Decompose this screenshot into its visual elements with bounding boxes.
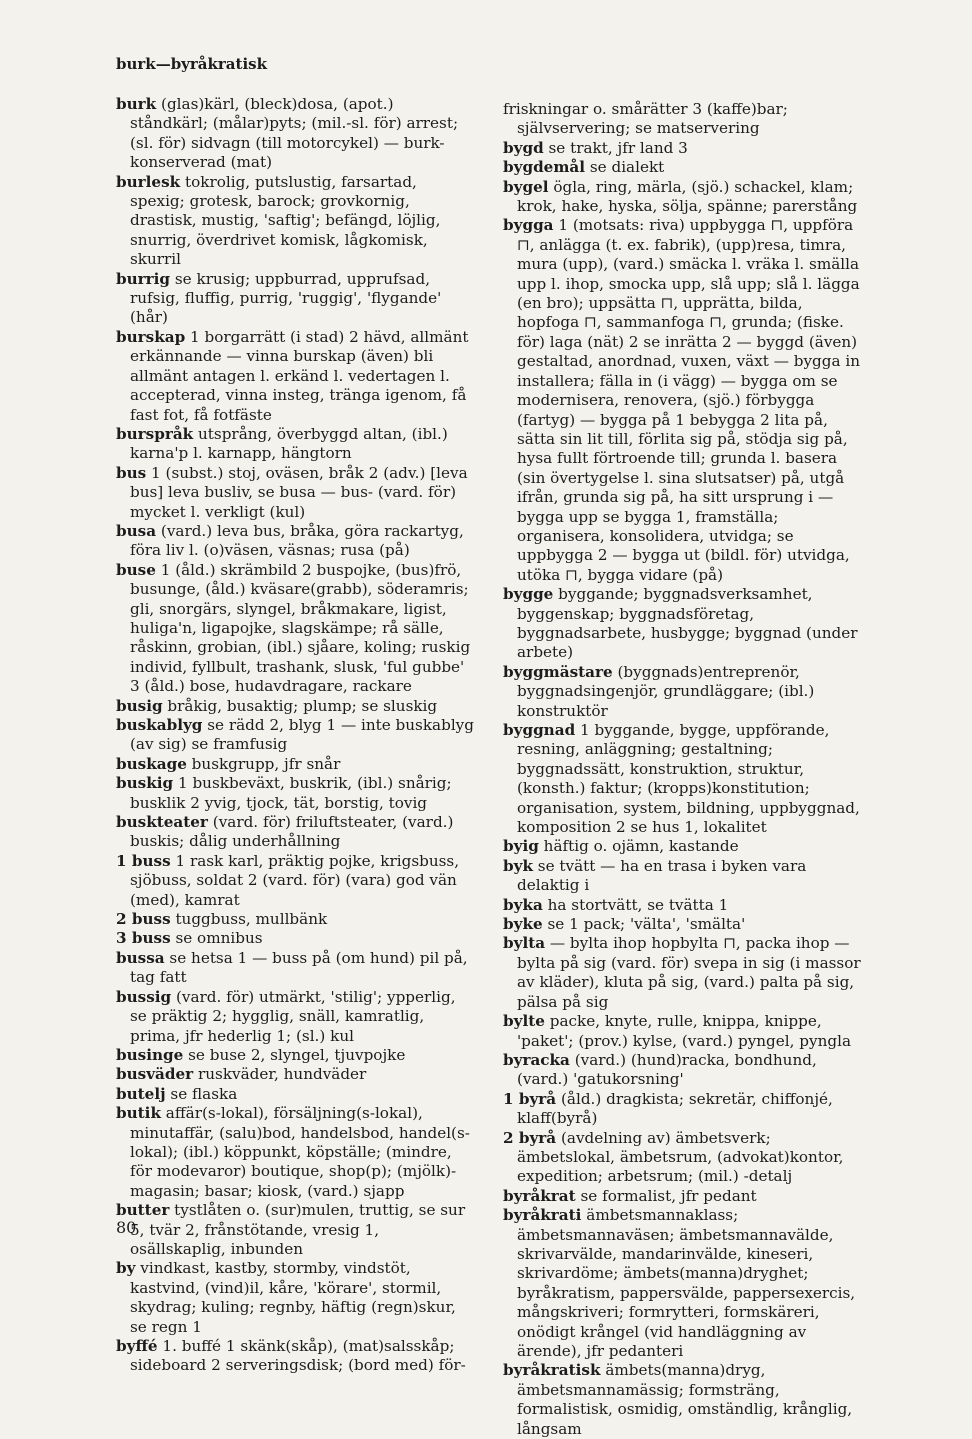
left-column <box>116 95 476 1376</box>
entry-definition: (åld.) dragkista; sekretär, chiffonjé, klaff(byrå) <box>517 1089 833 1128</box>
entry-headword: byig <box>503 837 539 856</box>
entry-headword: buse <box>116 560 156 579</box>
dictionary-entry <box>503 1129 861 1187</box>
entry-headword: buskig <box>116 774 174 793</box>
entry-headword: 2 byrå <box>503 1128 557 1147</box>
entry-definition: häftig o. ojämn, kastande <box>538 837 739 856</box>
entry-definition: 1. buffé 1 skänk(skåp), (mat)salsskåp; sideboard 2 serveringsdisk; (bord med) för- <box>130 1337 466 1375</box>
entry-definition: utsprång, överbyggd altan, (ibl.) karna'p l. karnapp, hängtorn <box>130 424 448 463</box>
dictionary-entry <box>503 857 861 896</box>
entry-headword: byka <box>503 895 543 914</box>
entry-headword: buskage <box>116 754 187 773</box>
entry-definition: se krusig; uppburrad, upprufsad, rufsig, fluffig, purrig, 'ruggig', 'flygande' (hår) <box>130 269 442 327</box>
entry-headword: buskablyg <box>116 716 203 734</box>
dictionary-entry <box>503 934 861 1012</box>
entry-definition: (glas)kärl, (bleck)dosa, (apot.) ståndkärl; (målar)pyts; (mil.-sl. för) arrest; (sl. för) sidvagn (till motorcykel) — burk- konserverad (mat) <box>130 95 459 172</box>
entry-definition: se formalist, jfr pedant <box>575 1186 757 1205</box>
entry-headword: bygdemål <box>503 158 586 177</box>
dictionary-entry <box>503 721 861 837</box>
entry-headword: bylta <box>503 934 546 953</box>
entry-headword: byråkrat <box>503 1186 576 1205</box>
entry-definition: byggande; byggnadsverksamhet, byggenskap; byggnadsföretag, byggnadsarbete, husbygge; byggnad (under arbete) <box>517 585 858 662</box>
dictionary-entry <box>116 1085 476 1104</box>
dictionary-entry <box>503 216 861 585</box>
entry-definition: se omnibus <box>170 929 263 948</box>
entry-headword: byk <box>503 856 533 875</box>
entry-definition: se trakt, jfr land 3 <box>543 138 688 157</box>
dictionary-entry <box>503 915 861 934</box>
entry-definition: tokrolig, putslustig, farsartad, spexig; grotesk, barock; grovkornig, drastisk, mustig, 'saftig'; befängd, löjlig, snurrig, överdrivet komisk, lågkomisk, skurril <box>130 172 441 269</box>
dictionary-entry <box>503 663 861 721</box>
entry-definition: se dialekt <box>585 158 665 177</box>
entry-definition: se buse 2, slyngel, tjuvpojke <box>183 1045 406 1064</box>
page-header: burk—byråkratisk <box>116 55 267 73</box>
entry-definition: 1 borgarrätt (i stad) 2 hävd, allmänt erkännande — vinna burskap (även) bli allmänt antagen l. erkänd l. vedertagen l. accepterad, vinna insteg, tränga igenom, få fast fot, få fotfäste <box>130 327 469 424</box>
entry-headword: butik <box>116 1104 161 1123</box>
dictionary-entry <box>116 464 476 522</box>
entry-definition: 1 buskbeväxt, buskrik, (ibl.) snårig; busklik 2 yvig, tjock, tät, borstig, tovig <box>130 774 452 812</box>
entry-definition: (avdelning av) ämbetsverk; ämbetslokal, ämbetsrum, (advokat)kontor, expedition; arbetsrum; (mil.) -detalj <box>517 1128 844 1186</box>
entry-definition: se hetsa 1 — buss på (om hund) pil på, tag fatt <box>130 948 468 987</box>
entry-headword: bylte <box>503 1012 545 1031</box>
entry-definition: (vard.) (hund)racka, bondhund, (vard.) 'gatukorsning' <box>517 1050 817 1089</box>
dictionary-entry <box>116 813 476 852</box>
entry-headword: bygge <box>503 585 554 604</box>
dictionary-entry <box>116 716 476 755</box>
dictionary-entry <box>116 988 476 1046</box>
dictionary-entry <box>116 910 476 929</box>
dictionary-entry <box>116 1104 476 1201</box>
dictionary-entry <box>503 139 861 158</box>
entry-definition: affär(s-lokal), försäljning(s-lokal), minutaffär, (salu)bod, handelsbod, handel(s-lokal); (ibl.) köppunkt, köpställe; (mindre, för modevaror) boutique, shop(p); (mjölk)-magasin; basar; kiosk, (vard.) sjapp <box>130 1104 470 1200</box>
entry-definition: tuggbuss, mullbänk <box>170 910 328 929</box>
entry-definition: packe, knyte, rulle, knippa, knippe, 'paket'; (prov.) kylse, (vard.) pyngel, pyngla <box>517 1012 851 1050</box>
entry-headword: byke <box>503 915 543 934</box>
entry-definition: se rädd 2, blyg 1 — inte buskablyg (av sig) se framfusig <box>130 716 474 754</box>
dictionary-entry <box>116 522 476 561</box>
entry-definition: 1 (motsats: riva) uppbygga ⊓, uppföra ⊓, anlägga (t. ex. fabrik), (upp)resa, timra, mura (upp), (vard.) smäcka l. vräka l. smälla upp l. ihop, smocka upp, slå upp; slå l. lägga (en bro); uppsätta ⊓, upprätta, bilda, hopfoga ⊓, sammanfoga ⊓, grunda; (fiske. för) laga (nät) 2 se inrätta 2 — byggd (även) gestaltad, anordnad, vuxen, växt — bygga in installera; fälla in (i vägg) — bygga om se modernisera, renovera, (sjö.) förbygga (fartyg) — bygga på 1 bebygga 2 lita på, sätta sin lit till, förlita sig på, stödja sig på, hysa fullt förtroende till; grunda l. basera (sin övertygelse l. sina slutsatser) på, utgå ifrån, grunda sig på, ha sitt ursprung i — bygga upp se bygga 1, framställa; organisera, konsolidera, utvidga; se uppbygga 2 — bygga ut (bildl. för) utvidga, utöka ⊓, bygga vidare (på) <box>517 216 860 584</box>
entry-headword: bussig <box>116 987 172 1006</box>
dictionary-entry <box>503 100 861 139</box>
entry-definition: se flaska <box>165 1084 238 1103</box>
entry-definition: vindkast, kastby, stormby, vindstöt, kastvind, (vind)il, kåre, 'körare', stormil, skydrag; kuling; regnby, häftig (regn)skur, se regn 1 <box>130 1259 456 1336</box>
entry-headword: buskteater <box>116 813 208 832</box>
entry-definition: ruskväder, hundväder <box>193 1065 367 1084</box>
entry-headword: burrig <box>116 269 171 288</box>
right-column <box>503 100 861 1439</box>
dictionary-entry <box>116 270 476 328</box>
dictionary-entry <box>116 95 476 173</box>
entry-headword: busväder <box>116 1065 194 1084</box>
dictionary-entry <box>116 1065 476 1084</box>
dictionary-entry <box>116 425 476 464</box>
entry-headword: byråkratisk <box>503 1361 601 1380</box>
entry-definition: 1 rask karl, präktig pojke, krigsbuss, sjöbuss, soldat 2 (vard. för) (vara) god vän (med), kamrat <box>130 851 460 909</box>
entry-definition: ha stortvätt, se tvätta 1 <box>542 895 729 914</box>
dictionary-entry <box>503 896 861 915</box>
entry-definition: bråkig, busaktig; plump; se sluskig <box>162 696 438 715</box>
entry-definition: tystlåten o. (sur)mulen, truttig, se sur 5, tvär 2, frånstötande, vresig 1, osällskaplig, inbunden <box>130 1201 466 1258</box>
page-number: 80 <box>116 1218 137 1237</box>
entry-headword: 1 byrå <box>503 1089 557 1108</box>
entry-headword: by <box>116 1259 136 1278</box>
entry-definition: se 1 pack; 'välta', 'smälta' <box>542 915 746 934</box>
entry-headword: 2 buss <box>116 910 171 929</box>
dictionary-entry <box>503 158 861 177</box>
dictionary-entry <box>116 929 476 948</box>
dictionary-entry <box>116 852 476 910</box>
entry-definition: (byggnads)entreprenör, byggnadsingenjör, grundläggare; (ibl.) konstruktör <box>517 662 815 720</box>
dictionary-entry <box>503 1187 861 1206</box>
entry-definition: ögla, ring, märla, (sjö.) schackel, klam; krok, hake, hyska, sölja, spänne; parerstång <box>517 177 858 216</box>
dictionary-entry <box>116 173 476 270</box>
entry-definition: 1 (subst.) stoj, oväsen, bråk 2 (adv.) [leva bus] leva busliv, se busa — bus- (vard. för) mycket l. verkligt (kul) <box>130 463 468 521</box>
entry-definition: (vard.) leva bus, bråka, göra rackartyg, föra liv l. (o)väsen, väsnas; rusa (på) <box>130 521 464 560</box>
entry-headword: 3 buss <box>116 929 171 948</box>
entry-definition: 1 byggande, bygge, uppförande, resning, anläggning; gestaltning; byggnadssätt, konstruktion, struktur, (konsth.) faktur; (kropps)konstitution; organisation, system, bildning, uppbyggnad, komposition 2 se hus 1, lokalitet <box>517 721 860 837</box>
entry-definition: 1 (åld.) skrämbild 2 buspojke, (bus)frö, busunge, (åld.) kväsare(grabb), söderamris; gli, snorgärs, slyngel, bråkmakare, ligist, huliga'n, ligapojke, slagskämpe; rå sälle, råskinn, grobian, (ibl.) sjåare, koling; ruskig individ, fyllbult, trashank, slusk, 'ful gubbe' 3 (åld.) bose, hudavdragare, rackare <box>130 560 471 696</box>
dictionary-entry <box>116 1201 476 1259</box>
dictionary-entry <box>116 1046 476 1065</box>
entry-headword: busa <box>116 521 157 540</box>
entry-headword: businge <box>116 1045 184 1064</box>
entry-definition: (vard. för) utmärkt, 'stilig'; ypperlig, se präktig 2; hygglig, snäll, kamratlig, prima, jfr hederlig 1; (sl.) kul <box>130 987 456 1045</box>
entry-headword: bussa <box>116 948 165 967</box>
dictionary-entry <box>116 774 476 813</box>
dictionary-entry <box>503 178 861 217</box>
entry-headword: busig <box>116 696 163 715</box>
entry-headword: burspråk <box>116 424 194 443</box>
dictionary-entry <box>116 949 476 988</box>
entry-headword: butter <box>116 1201 170 1220</box>
entry-definition: buskgrupp, jfr snår <box>186 754 341 773</box>
dictionary-entry <box>503 1051 861 1090</box>
entry-headword: butelj <box>116 1084 166 1103</box>
dictionary-entry <box>503 1361 861 1439</box>
dictionary-entry <box>116 328 476 425</box>
entry-headword: byråkrati <box>503 1206 582 1225</box>
entry-headword: 1 buss <box>116 851 171 870</box>
entry-headword: bus <box>116 463 147 482</box>
dictionary-entry <box>503 837 861 856</box>
dictionary-entry <box>116 1259 476 1337</box>
entry-definition: ämbetsmannaklass; ämbetsmannaväsen; ämbetsmannavälde, skrivarvälde, mandarinvälde, kineseri, skrivardöme; ämbets(manna)dryghet; byråkratism, pappersvälde, pappersexercis, mångskriveri; formrytteri, formskäreri, onödigt krångel (vid handläggning av ärende), jfr pedanteri <box>517 1206 856 1360</box>
entry-definition: — bylta ihop hopbylta ⊓, packa ihop — bylta på sig (vard. för) svepa in sig (i massor av kläder), kluta på sig, (vard.) palta på sig, pälsa på sig <box>517 934 861 1011</box>
dictionary-entry <box>503 1090 861 1129</box>
entry-definition: friskningar o. smårätter 3 (kaffe)bar; självservering; se matservering <box>503 100 788 138</box>
entry-headword: byffé <box>116 1337 158 1355</box>
entry-headword: bygd <box>503 138 544 157</box>
entry-definition: (vard. för) friluftsteater, (vard.) buskis; dålig underhållning <box>130 813 454 851</box>
entry-headword: byggmästare <box>503 662 613 681</box>
entry-headword: bygel <box>503 177 549 196</box>
entry-headword: bygga <box>503 216 554 235</box>
dictionary-entry <box>503 585 861 663</box>
entry-headword: burk <box>116 95 157 113</box>
dictionary-entry <box>116 755 476 774</box>
entry-headword: byracka <box>503 1050 570 1069</box>
dictionary-entry <box>116 561 476 697</box>
dictionary-entry <box>503 1012 861 1051</box>
dictionary-entry <box>116 697 476 716</box>
dictionary-entry <box>503 1206 861 1361</box>
entry-headword: byggnad <box>503 721 576 739</box>
entry-definition: se tvätt — ha en trasa i byken vara delaktig i <box>517 856 807 895</box>
entry-headword: burlesk <box>116 172 181 191</box>
entry-definition: ämbets(manna)dryg, ämbetsmannamässig; formsträng, formalistisk, osmidig, omständlig, krånglig, långsam <box>517 1361 853 1438</box>
entry-headword: burskap <box>116 327 186 346</box>
